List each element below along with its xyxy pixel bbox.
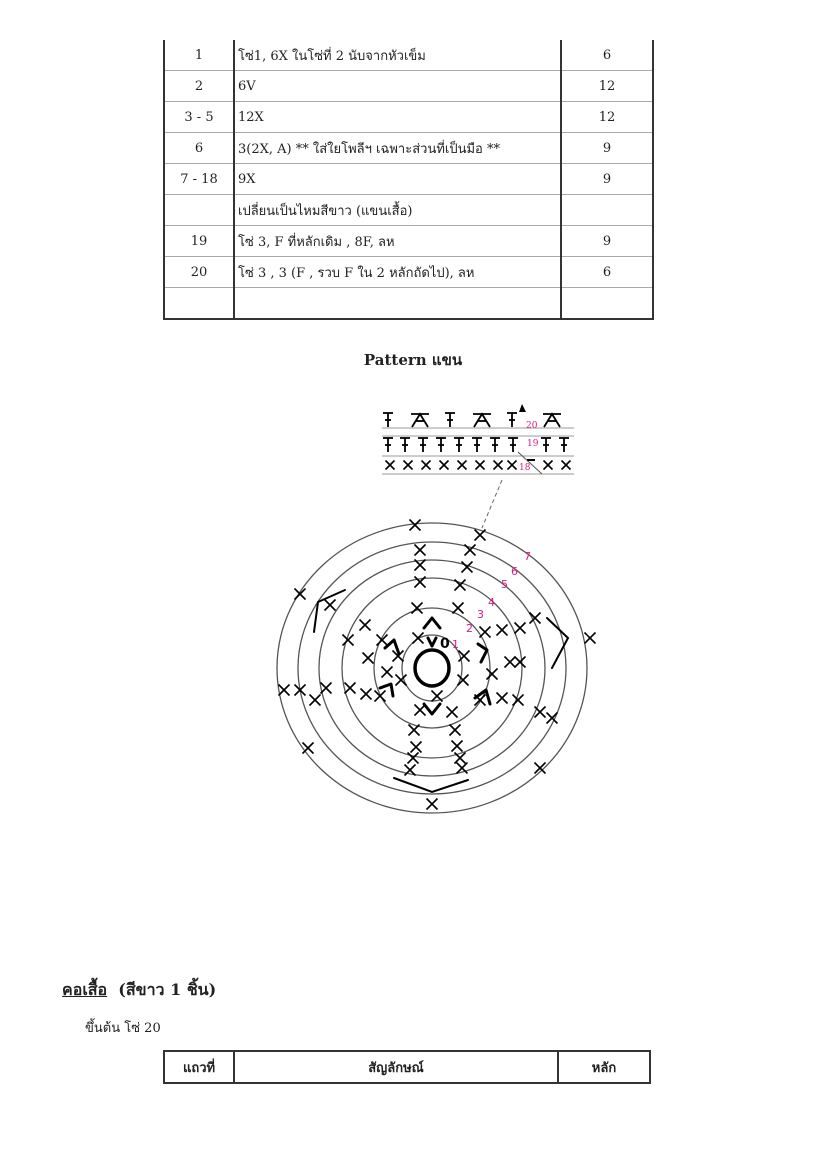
- single-crochet-mark: [480, 627, 491, 638]
- single-crochet-mark: [497, 693, 508, 704]
- instruction-row: [164, 40, 653, 71]
- stitch-count: [561, 195, 653, 226]
- half-double-mark: [541, 438, 551, 452]
- round-label: 4: [488, 596, 495, 609]
- single-crochet-mark: [450, 725, 461, 736]
- single-crochet-mark: [494, 461, 503, 470]
- single-crochet-mark: [303, 743, 314, 754]
- row-symbol: 6V: [234, 71, 561, 102]
- half-double-mark: [559, 438, 569, 452]
- half-double-mark: [445, 413, 455, 427]
- single-crochet-mark: [440, 461, 449, 470]
- single-crochet-mark: [535, 707, 546, 718]
- instruction-row: [164, 226, 653, 257]
- chart-label-19: 19: [527, 439, 539, 449]
- single-crochet-mark: [404, 461, 413, 470]
- single-crochet-mark: [547, 713, 558, 724]
- instruction-row: [164, 71, 653, 102]
- single-crochet-mark: [412, 603, 423, 614]
- round-label: 7: [524, 550, 531, 563]
- row-symbol: [234, 288, 561, 320]
- single-crochet-mark: [452, 741, 463, 752]
- single-crochet-mark: [382, 667, 393, 678]
- stitch-count: 6: [561, 257, 653, 288]
- stitch-count: [561, 288, 653, 320]
- single-crochet-mark: [544, 461, 553, 470]
- single-crochet-mark: [475, 530, 486, 541]
- row-symbol: โซ่1, 6X ในโซ่ที่ 2 นับจากหัวเข็ม: [234, 40, 561, 71]
- single-crochet-mark: [363, 653, 374, 664]
- round-ring: [319, 560, 545, 776]
- top-stitch-chart: [382, 404, 574, 474]
- sleeve-crochet-diagram: [270, 400, 610, 820]
- half-double-mark: [400, 438, 410, 452]
- single-crochet-mark: [375, 691, 386, 702]
- half-double-mark: [383, 413, 393, 427]
- single-crochet-mark: [396, 675, 407, 686]
- row-instructions-table: [163, 40, 654, 320]
- single-crochet-mark: [585, 633, 596, 644]
- neck-start-instruction: ขึ้นต้น โซ่ 20: [85, 1021, 161, 1036]
- round-ring: [298, 542, 566, 794]
- half-double-mark: [472, 438, 482, 452]
- row-number: 6: [164, 133, 234, 164]
- stitch-count: 12: [561, 102, 653, 133]
- magic-ring-center: [415, 650, 449, 686]
- row-number: 20: [164, 257, 234, 288]
- single-crochet-mark: [476, 461, 485, 470]
- row-symbol: 12X: [234, 102, 561, 133]
- single-crochet-mark: [409, 725, 420, 736]
- decrease-mark: [543, 414, 561, 427]
- single-crochet-mark: [530, 613, 541, 624]
- neck-heading-title: คอเสื้อ: [62, 980, 108, 999]
- decrease-mark: [411, 414, 429, 427]
- single-crochet-mark: [427, 799, 438, 810]
- single-crochet-mark: [410, 520, 421, 531]
- single-crochet-mark: [411, 742, 422, 753]
- pattern-title: Pattern แขน: [363, 351, 463, 369]
- single-crochet-mark: [453, 603, 464, 614]
- round-label: 5: [501, 578, 508, 591]
- single-crochet-mark: [432, 691, 443, 702]
- single-crochet-mark: [455, 580, 466, 591]
- single-crochet-mark: [345, 683, 356, 694]
- instruction-row: [164, 164, 653, 195]
- stitch-count: 12: [561, 71, 653, 102]
- stitch-count: 9: [561, 133, 653, 164]
- instruction-row: [164, 257, 653, 288]
- neck-heading-detail: (สีขาว 1 ชิ้น): [118, 980, 217, 999]
- row-number: [164, 288, 234, 320]
- half-double-mark: [508, 438, 518, 452]
- row-symbol: 3(2X, A) ** ใส่ใยโพลีฯ เฉพาะส่วนที่เป็นมือ **: [234, 133, 561, 164]
- single-crochet-mark: [487, 669, 498, 680]
- chart-label-20: 20: [526, 421, 538, 431]
- round-label: 6: [511, 565, 518, 578]
- half-double-mark: [490, 438, 500, 452]
- round-number-labels: [452, 550, 531, 651]
- single-crochet-mark: [505, 657, 516, 668]
- header-symbol: สัญลักษณ์: [234, 1051, 558, 1083]
- stitch-zero: 0: [440, 636, 450, 652]
- row-number: [164, 195, 234, 226]
- round-label: 2: [466, 622, 473, 635]
- single-crochet-mark: [415, 545, 426, 556]
- header-row: แถวที่: [164, 1051, 234, 1083]
- instruction-row: [164, 288, 653, 320]
- row-symbol: เปลี่ยนเป็นไหมสีขาว (แขนเสื้อ): [234, 195, 561, 226]
- single-crochet-mark: [413, 633, 424, 644]
- single-crochet-mark: [422, 461, 431, 470]
- decrease-mark: [473, 414, 491, 427]
- row-symbol: โซ่ 3, F ที่หลักเดิม , 8F, ลห: [234, 226, 561, 257]
- row-symbol: โซ่ 3 , 3 (F , รวบ F ใน 2 หลักถัดไป), ลห: [234, 257, 561, 288]
- single-crochet-mark: [497, 625, 508, 636]
- single-crochet-mark: [325, 600, 336, 611]
- round-ring: [342, 578, 522, 758]
- half-double-mark: [418, 438, 428, 452]
- neck-heading: [62, 978, 216, 1003]
- increase-marks: [380, 618, 490, 714]
- single-crochet-mark: [515, 657, 526, 668]
- row-number: 3 - 5: [164, 102, 234, 133]
- single-crochet-mark: [321, 683, 332, 694]
- single-crochet-mark: [310, 695, 321, 706]
- row-number: 1: [164, 40, 234, 71]
- row-number: 19: [164, 226, 234, 257]
- round-label: 1: [452, 638, 459, 651]
- single-crochet-mark: [458, 461, 467, 470]
- round-label: 3: [477, 608, 484, 621]
- neck-table: [163, 1050, 651, 1084]
- single-crochet-mark: [508, 461, 517, 470]
- stitch-count: 9: [561, 226, 653, 257]
- single-crochet-mark: [408, 753, 419, 764]
- single-crochet-mark: [360, 620, 371, 631]
- neck-table-header: [164, 1051, 650, 1083]
- instruction-row: [164, 102, 653, 133]
- single-crochet-mark: [458, 675, 469, 686]
- single-crochet-mark: [447, 707, 458, 718]
- half-double-mark: [454, 438, 464, 452]
- instruction-row: [164, 195, 653, 226]
- connector-dashed-line: [482, 480, 502, 528]
- single-crochet-mark: [562, 461, 571, 470]
- chart-label-18: 18: [519, 463, 531, 473]
- row-number: 2: [164, 71, 234, 102]
- single-crochet-mark: [361, 689, 372, 700]
- single-crochet-mark: [515, 623, 526, 634]
- single-crochet-mark: [465, 545, 476, 556]
- half-double-mark: [507, 413, 517, 427]
- single-crochet-mark: [279, 685, 290, 696]
- single-crochet-mark: [386, 461, 395, 470]
- single-crochet-mark: [295, 589, 306, 600]
- half-double-mark: [436, 438, 446, 452]
- row-symbol: 9X: [234, 164, 561, 195]
- stitch-count: 9: [561, 164, 653, 195]
- header-count: หลัก: [558, 1051, 650, 1083]
- stitch-count: 6: [561, 40, 653, 71]
- row-number: 7 - 18: [164, 164, 234, 195]
- half-double-mark: [383, 438, 393, 452]
- instruction-row: [164, 133, 653, 164]
